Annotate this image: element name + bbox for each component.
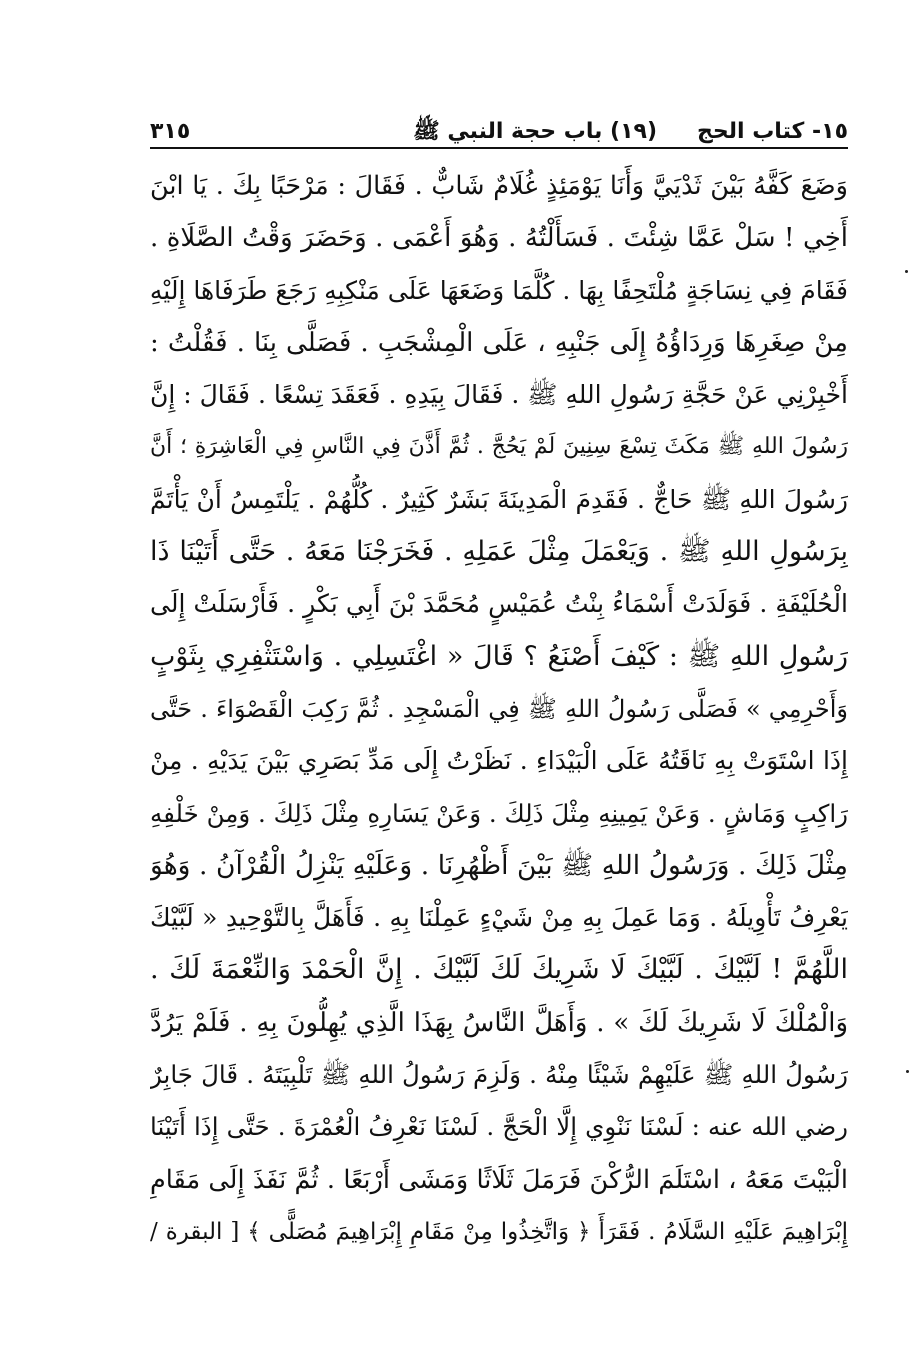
text-line: وَالْمُلْكَ لَا شَرِيكَ لَكَ » . وَأَهَلَّ النَّاسُ بِهَذَا الَّذِي يُهِلُّونَ بِهِ . فَلَمْ يَرُدَّ: [150, 1007, 848, 1038]
text-line: اللَّهُمَّ ! لَبَّيْكَ . لَبَّيْكَ لَا شَرِيكَ لَكَ لَبَّيْكَ . إِنَّ الْحَمْدَ وَالنِّعْمَةَ لَكَ .: [150, 954, 848, 986]
text-line: إِذَا اسْتَوَتْ بِهِ نَاقَتُهُ عَلَى الْبَيْدَاءِ . نَظَرْتُ إِلَى مَدِّ بَصَرِي بَيْنَ يَدَيْهِ . مِنْ: [150, 746, 848, 776]
text-line: رضي الله عنه : لَسْنَا نَنْوِي إِلَّا الْحَجَّ . لَسْنَا نَعْرِفُ الْعُمْرَةَ . حَتَّى إِذَا أَتَيْنَا: [150, 1112, 848, 1142]
header-rule: [150, 147, 848, 149]
section-title: (١٩) باب حجة النبي ﷺ: [413, 119, 658, 144]
text-line: أَخْبِرْنِي عَنْ حَجَّةِ رَسُولِ اللهِ ﷺ . فَقَالَ بِيَدِهِ . فَعَقَدَ تِسْعًا . فَقَالَ : إِنَّ: [150, 380, 848, 410]
text-line: رَسُولَ اللهِ ﷺ حَاجٌّ . فَقَدِمَ الْمَدِينَةَ بَشَرٌ كَثِيرٌ . كُلُّهُمْ . يَلْتَمِسُ أَنْ يَأْتَمَّ: [150, 484, 848, 514]
text-line: وَأَحْرِمِي » فَصَلَّى رَسُولُ اللهِ ﷺ فِي الْمَسْجِدِ . ثُمَّ رَكِبَ الْقَصْوَاءَ . حَتَّى: [150, 694, 848, 723]
text-line: إِبْرَاهِيمَ عَلَيْهِ السَّلَامُ . فَقَرَأَ ﴿ وَاتَّخِذُوا مِنْ مَقَامِ إِبْرَاهِيمَ مُصَلًّى ﴾ [ البقرة /: [150, 1218, 848, 1245]
text-line: رَاكِبٍ وَمَاشٍ . وَعَنْ يَمِينِهِ مِثْلَ ذَلِكَ . وَعَنْ يَسَارِهِ مِثْلَ ذَلِكَ . وَمِنْ خَلْفِهِ: [150, 798, 848, 828]
body-text: [150, 160, 848, 1258]
text-line: رَسُولُ اللهِ ﷺ عَلَيْهِمْ شَيْئًا مِنْهُ . وَلَزِمَ رَسُولُ اللهِ ﷺ تَلْبِيَتَهُ . قَالَ جَابِرٌ: [150, 1060, 848, 1090]
text-line: بِرَسُولِ اللهِ ﷺ . وَيَعْمَلَ مِثْلَ عَمَلِهِ . فَخَرَجْنَا مَعَهُ . حَتَّى أَتَيْنَا ذَا: [150, 536, 848, 568]
page-header: [150, 103, 848, 143]
text-line: مِنْ صِغَرِهَا وَرِدَاؤُهُ إِلَى جَنْبِهِ ، عَلَى الْمِشْجَبِ . فَصَلَّى بِنَا . فَقُلْتُ :: [150, 327, 848, 358]
text-line: يَعْرِفُ تَأْوِيلَهُ . وَمَا عَمِلَ بِهِ مِنْ شَيْءٍ عَمِلْنَا بِهِ . فَأَهَلَّ بِالتَّوْحِيدِ « لَبَّيْكَ: [150, 903, 848, 933]
text-line: رَسُولَ اللهِ ﷺ مَكَثَ تِسْعَ سِنِينَ لَمْ يَحُجَّ . ثُمَّ أَذَّنَ فِي النَّاسِ فِي الْعَاشِرَةِ ؛ أَنَّ: [150, 434, 848, 460]
chapter-title: ١٥- كتاب الحج: [697, 119, 848, 144]
scan-speck: [905, 270, 908, 273]
text-line: رَسُولِ اللهِ ﷺ : كَيْفَ أَصْنَعُ ؟ قَالَ « اغْتَسِلِي . وَاسْتَثْفِرِي بِثَوْبٍ: [150, 640, 848, 672]
text-line: مِثْلَ ذَلِكَ . وَرَسُولُ اللهِ ﷺ بَيْنَ أَظْهُرِنَا . وَعَلَيْهِ يَنْزِلُ الْقُرْآنُ . وَهُوَ: [150, 849, 848, 881]
text-line: أَخِي ! سَلْ عَمَّا شِئْتَ . فَسَأَلْتُهُ . وَهُوَ أَعْمَى . وَحَضَرَ وَقْتُ الصَّلَاةِ .: [150, 223, 848, 254]
text-line: وَضَعَ كَفَّهُ بَيْنَ ثَدْيَيَّ وَأَنَا يَوْمَئِذٍ غُلَامٌ شَابٌّ . فَقَالَ : مَرْحَبًا بِكَ . يَا ابْنَ: [150, 171, 848, 201]
text-line: الْحُلَيْفَةِ . فَوَلَدَتْ أَسْمَاءُ بِنْتُ عُمَيْسٍ مُحَمَّدَ بْنَ أَبِي بَكْرٍ . فَأَرْسَلَتْ إِلَى: [150, 589, 848, 619]
text-line: الْبَيْتَ مَعَهُ ، اسْتَلَمَ الرُّكْنَ فَرَمَلَ ثَلَاثًا وَمَشَى أَرْبَعًا . ثُمَّ نَفَذَ إِلَى مَقَامِ: [150, 1164, 848, 1195]
text-line: فَقَامَ فِي نِسَاجَةٍ مُلْتَحِفًا بِهَا . كُلَّمَا وَضَعَهَا عَلَى مَنْكِبِهِ رَجَعَ طَرَفَاهَا إِلَيْهِ: [150, 275, 848, 305]
page-number: ٣١٥: [150, 119, 191, 144]
scan-speck: [906, 1070, 909, 1073]
